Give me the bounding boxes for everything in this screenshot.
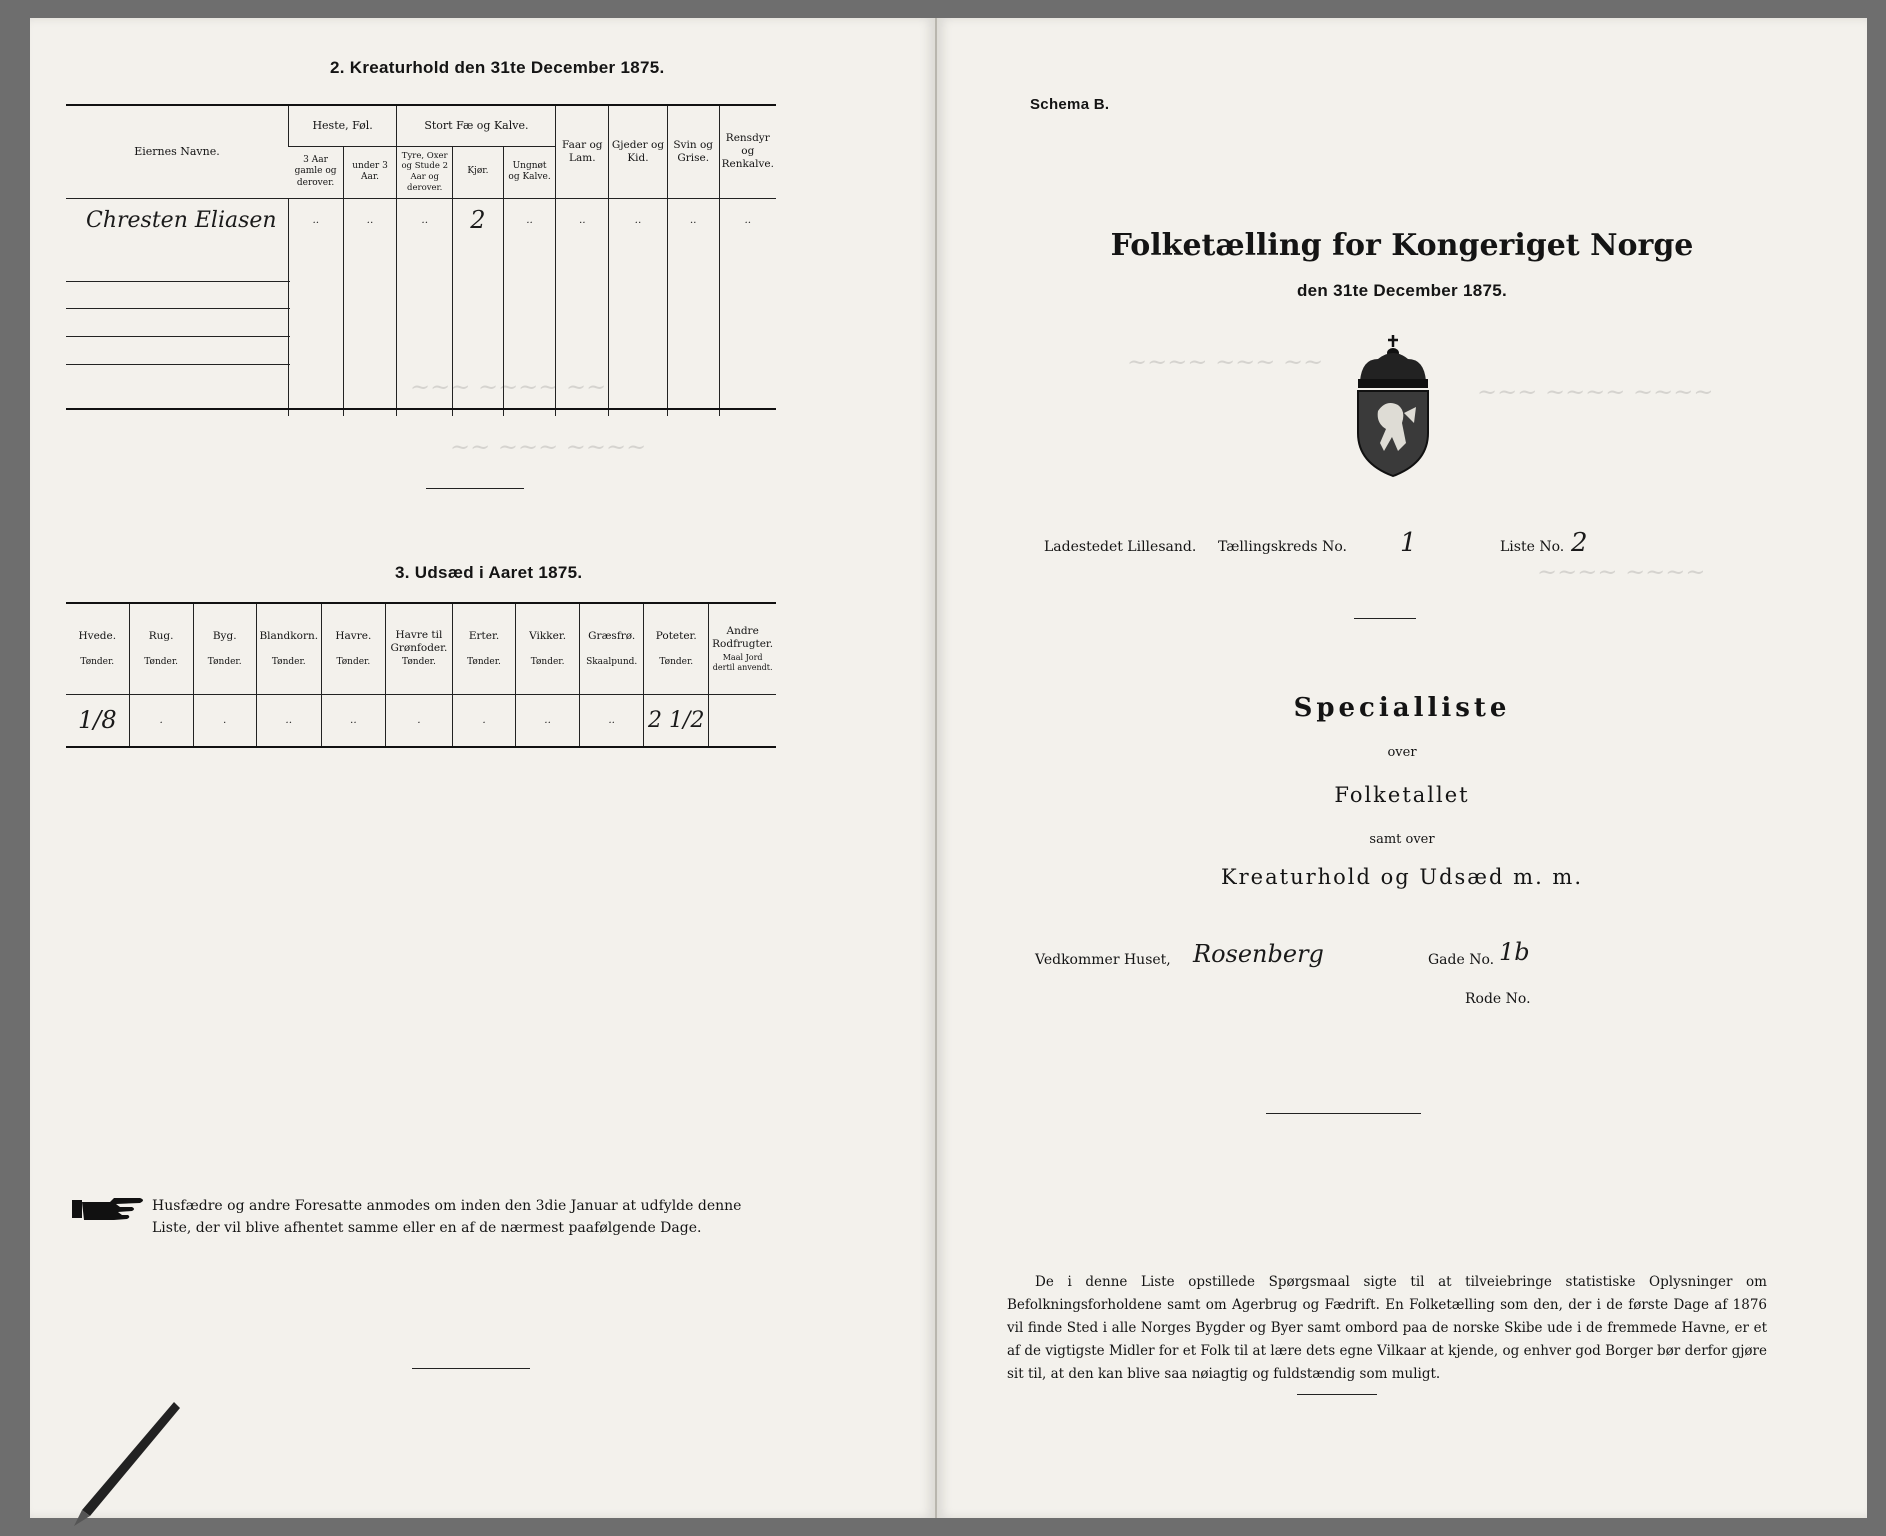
separator (426, 488, 524, 489)
separator (1297, 1394, 1377, 1395)
kreaturhold-title: Kreaturhold og Udsæd m. m. (1220, 865, 1584, 889)
stort-fae-header: Stort Fæ og Kalve. (397, 106, 556, 146)
liste-number: 2 (1571, 528, 1588, 558)
udsaed-value: .. (580, 694, 644, 746)
gjeder-header: Gjeder og Kid. (609, 106, 668, 198)
udsaed-value (709, 694, 776, 746)
value-cell: .. (503, 198, 556, 242)
value-cell: .. (667, 198, 719, 242)
ungnot-header: Ungnøt og Kalve. (503, 146, 556, 198)
left-page (30, 18, 937, 1518)
bleed-through: ~~ ~~~ ~~~~ (450, 433, 647, 461)
owner-header: Eiernes Navne. (134, 144, 220, 158)
separator (1266, 1113, 1421, 1114)
census-date: den 31te December 1875. (1296, 281, 1508, 300)
udsaed-value: .. (516, 694, 580, 746)
specialliste-title: Specialliste (1293, 693, 1511, 723)
row-rule (66, 308, 290, 309)
svin-header: Svin og Grise. (667, 106, 719, 198)
udsaed-value: 1/8 (66, 694, 129, 746)
udsaed-header: Byg. Tønder. (193, 604, 256, 694)
signature-line (412, 1368, 530, 1369)
vedkommer-label: Vedkommer Huset, (1035, 952, 1171, 968)
udsaed-value: . (385, 694, 452, 746)
udsaed-header: Blandkorn. Tønder. (256, 604, 321, 694)
row-rule (66, 336, 290, 337)
kreaturhold-table (66, 106, 776, 416)
value-cell: .. (719, 198, 776, 242)
udsaed-header: Vikker. Tønder. (516, 604, 580, 694)
bleed-through: ~~~~ ~~~~ (1537, 558, 1706, 586)
notice-text: Husfædre og andre Foresatte anmodes om inden den 3die Januar at udfylde denne Liste, der vil blive afhentet samme eller en af de nærmest paafølgende Dage. (152, 1198, 742, 1236)
kreds-label: Tællingskreds No. (1218, 539, 1347, 555)
section3-bottom-rule (66, 746, 776, 748)
value-cell: 2 (453, 198, 504, 242)
kjor-header: Kjør. (453, 146, 504, 198)
udsaed-value: .. (256, 694, 321, 746)
udsaed-header: Rug. Tønder. (129, 604, 193, 694)
footer-text: De i denne Liste opstillede Spørgsmaal sigte til at tilveiebringe statistiske Oplysninger om Befolkningsforholdene samt om Agerbrug og Fædrift. En Folketælling som den, der i de første Dage af 1876 vil finde Sted i alle Norges Bygder og Byer samt ombord paa de norske Skibe ude i de fremmede Havne, er et af de vigtigste Midler for et Folk til at lære dets egne Vilkaar at kjende, og enhver god Borger bør derfor gjøre sit til, at den kan blive saa nøiagtig og fuldstændig som muligt. (1007, 1274, 1767, 1382)
udsaed-value: .. (321, 694, 385, 746)
heste-3aar-header: 3 Aar gamle og derover. (294, 155, 337, 188)
section3-title: 3. Udsæd i Aaret 1875. (395, 563, 583, 582)
right-page (937, 18, 1867, 1518)
bleed-through: ~~~ ~~~~ ~~ (410, 373, 607, 401)
udsaed-header: Poteter. Tønder. (644, 604, 709, 694)
section2-bottom-rule (66, 408, 776, 410)
bleed-through: ~~~ ~~~~ ~~~~ (1477, 378, 1714, 406)
liste-label: Liste No. (1500, 539, 1565, 555)
separator (1354, 618, 1416, 619)
owner-cell: Chresten Eliasen (66, 198, 288, 242)
main-title: Folketælling for Kongeriget Norge (1110, 228, 1694, 263)
udsaed-value: . (129, 694, 193, 746)
udsaed-table (66, 604, 776, 746)
udsaed-header: Havre. Tønder. (321, 604, 385, 694)
vedkommer-value: Rosenberg (1193, 940, 1324, 968)
pen-icon (70, 1398, 180, 1528)
rensdyr-header: Rensdyr og Renkalve. (719, 106, 776, 198)
ladested-label: Ladestedet Lillesand. (1044, 539, 1197, 555)
pointing-hand-icon (70, 1194, 150, 1224)
udsaed-header: Græsfrø. Skaalpund. (580, 604, 644, 694)
schema-label: Schema B. (1030, 96, 1110, 113)
heste-under3-header: under 3 Aar. (343, 146, 397, 198)
value-cell: .. (397, 198, 453, 242)
samt-over: samt over (1369, 832, 1435, 847)
value-cell: .. (556, 198, 609, 242)
section2-title: 2. Kreaturhold den 31te December 1875. (330, 58, 665, 77)
value-cell: .. (288, 198, 343, 242)
udsaed-value: . (452, 694, 515, 746)
udsaed-value: 2 1/2 (644, 694, 709, 746)
faar-header: Faar og Lam. (556, 106, 609, 198)
kreds-number: 1 (1400, 528, 1417, 558)
gade-label: Gade No. (1428, 952, 1495, 968)
value-cell: .. (343, 198, 397, 242)
udsaed-header: Hvede. Tønder. (78, 629, 117, 667)
row-rule (66, 364, 290, 365)
bleed-through: ~~~~ ~~~ ~~ (1127, 348, 1324, 376)
udsaed-header: Havre til Grønfoder. Tønder. (385, 604, 452, 694)
value-cell: .. (609, 198, 668, 242)
coat-of-arms-icon (1348, 333, 1438, 478)
tyre-header: Tyre, Oxer og Stude 2 Aar og derover. (397, 146, 453, 198)
specialliste-over: over (1387, 745, 1417, 760)
udsaed-header: Erter. Tønder. (452, 604, 515, 694)
rode-label: Rode No. (1465, 991, 1531, 1007)
heste-header: Heste, Føl. (288, 106, 396, 146)
gade-number: 1b (1499, 938, 1530, 966)
folketallet-title: Folketallet (1334, 783, 1470, 807)
udsaed-value: . (193, 694, 256, 746)
row-rule (66, 281, 290, 282)
udsaed-header: Andre Rodfrugter. Maal Jord dertil anvendt. (709, 604, 776, 694)
